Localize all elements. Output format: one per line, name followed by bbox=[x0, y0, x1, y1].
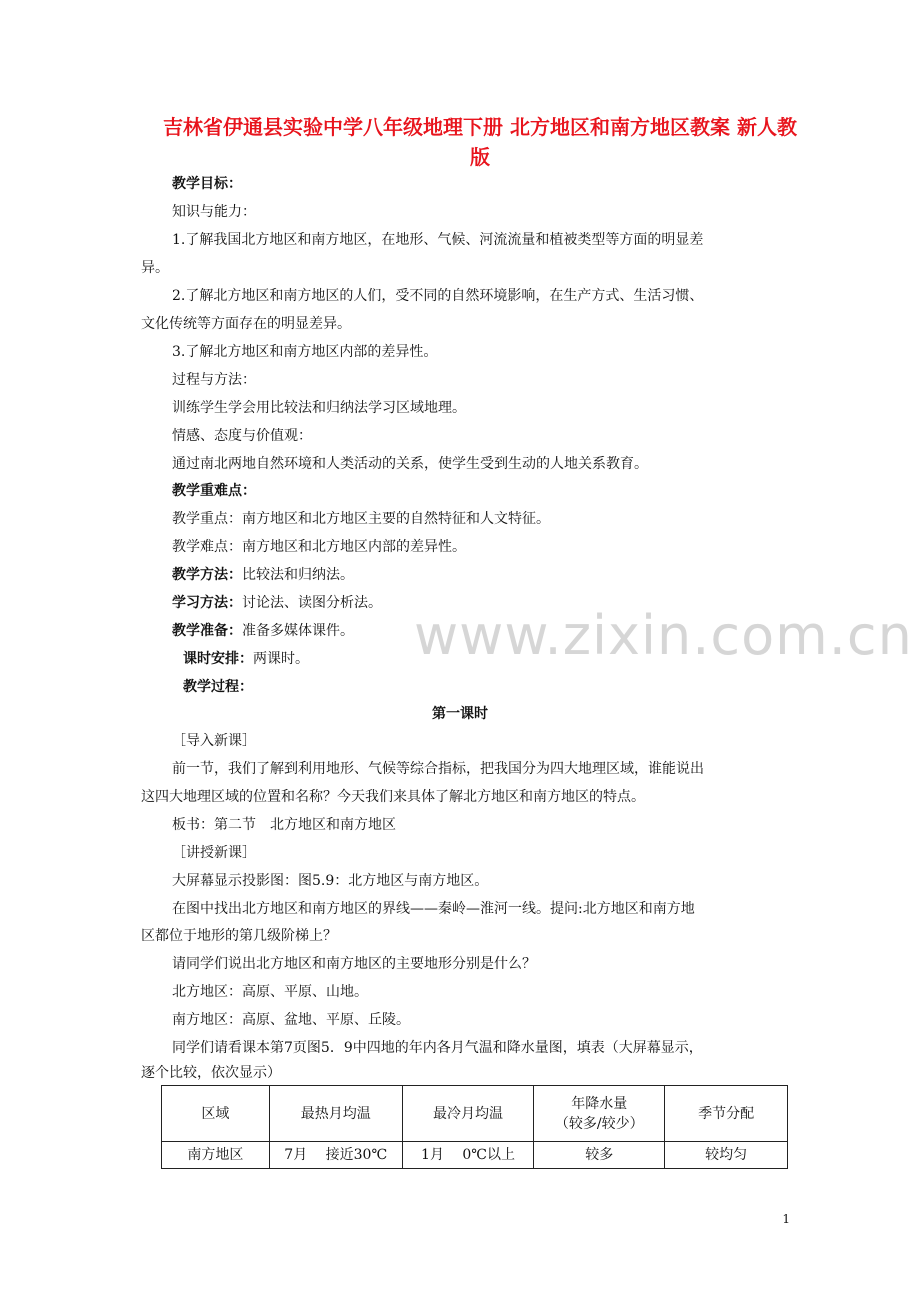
header-coldest: 最冷月均温 bbox=[402, 1086, 534, 1142]
header-precip-title: 年降水量 bbox=[571, 1095, 628, 1112]
procedure-label: 教学过程： bbox=[183, 679, 253, 695]
emotion-text: 通过南北两地自然环境和人类活动的关系，使学生受到生动的人地关系教育。 bbox=[172, 456, 648, 472]
schedule-line bbox=[183, 649, 309, 669]
table-header-row bbox=[162, 1086, 788, 1142]
table-row bbox=[162, 1142, 788, 1169]
study-label: 学习方法： bbox=[172, 595, 242, 611]
cell-hottest: 7月 接近30℃ bbox=[269, 1142, 402, 1169]
intro-text: 前一节，我们了解到利用地形、气候等综合指标，把我国分为四大地理区域，谁能说出 bbox=[172, 761, 704, 777]
knowledge-item-1: 1.了解我国北方地区和南方地区，在地形、气候、河流流量和植被类型等方面的明显差 bbox=[172, 232, 704, 248]
difficulty-point: 教学难点：南方地区和北方地区内部的差异性。 bbox=[172, 539, 466, 555]
schedule-label: 课时安排： bbox=[183, 651, 253, 667]
goals-label: 教学目标： bbox=[172, 176, 242, 192]
knowledge-item-2-cont: 文化传统等方面存在的明显差异。 bbox=[141, 316, 351, 332]
page-number: 1 bbox=[782, 1212, 790, 1226]
header-region: 区域 bbox=[162, 1086, 270, 1142]
prep-text: 准备多媒体课件。 bbox=[242, 623, 354, 639]
fill-instruction: 同学们请看课本第7页图5．9中四地的年内各月气温和降水量图，填表（大屏幕显示， bbox=[172, 1040, 703, 1056]
board-writing: 板书：第二节 北方地区和南方地区 bbox=[172, 817, 396, 833]
knowledge-label: 知识与能力： bbox=[172, 204, 256, 220]
knowledge-item-2: 2.了解北方地区和南方地区的人们，受不同的自然环境影响，在生产方式、生活习惯、 bbox=[172, 288, 704, 304]
screen-text: 大屏幕显示投影图：图5.9：北方地区与南方地区。 bbox=[172, 873, 489, 889]
cell-coldest: 1月 0℃以上 bbox=[402, 1142, 534, 1169]
header-precip-sub: （较多/较少） bbox=[554, 1115, 644, 1132]
prep-label: 教学准备： bbox=[172, 623, 242, 639]
south-terrain: 南方地区：高原、盆地、平原、丘陵。 bbox=[172, 1012, 410, 1028]
cell-precip: 较多 bbox=[534, 1142, 665, 1169]
knowledge-item-3: 3.了解北方地区和南方地区内部的差异性。 bbox=[172, 344, 438, 360]
header-precip bbox=[534, 1086, 665, 1142]
climate-table bbox=[161, 1085, 788, 1169]
boundary-text-cont: 区都位于地形的第几级阶梯上？ bbox=[141, 928, 337, 944]
key-point: 教学重点：南方地区和北方地区主要的自然特征和人文特征。 bbox=[172, 511, 550, 527]
emotion-label: 情感、态度与价值观： bbox=[172, 428, 312, 444]
method-text: 比较法和归纳法。 bbox=[242, 567, 354, 583]
process-text: 训练学生学会用比较法和归纳法学习区域地理。 bbox=[172, 400, 466, 416]
lesson-heading: 第一课时 bbox=[432, 706, 488, 722]
ask-terrain: 请同学们说出北方地区和南方地区的主要地形分别是什么？ bbox=[172, 956, 536, 972]
schedule-text: 两课时。 bbox=[253, 651, 309, 667]
teach-tag: ［讲授新课］ bbox=[172, 845, 256, 861]
header-hottest: 最热月均温 bbox=[269, 1086, 402, 1142]
study-line bbox=[172, 593, 382, 613]
process-label: 过程与方法： bbox=[172, 372, 256, 388]
cell-season: 较均匀 bbox=[665, 1142, 788, 1169]
prep-line bbox=[172, 621, 354, 641]
watermark: www.zixin.com.cn bbox=[414, 604, 913, 667]
header-season: 季节分配 bbox=[665, 1086, 788, 1142]
intro-text-cont: 这四大地理区域的位置和名称？今天我们来具体了解北方地区和南方地区的特点。 bbox=[141, 789, 645, 805]
knowledge-item-1-cont: 异。 bbox=[141, 260, 169, 276]
cell-region: 南方地区 bbox=[162, 1142, 270, 1169]
document-title: 吉林省伊通县实验中学八年级地理下册 北方地区和南方地区教案 新人教版 bbox=[163, 115, 797, 169]
method-line bbox=[172, 565, 354, 585]
boundary-text: 在图中找出北方地区和南方地区的界线——秦岭—淮河一线。提问:北方地区和南方地 bbox=[172, 901, 695, 917]
key-difficulty-label: 教学重难点： bbox=[172, 483, 256, 499]
intro-tag: ［导入新课］ bbox=[172, 733, 256, 749]
fill-instruction-cont: 逐个比较，依次显示） bbox=[141, 1065, 281, 1081]
method-label: 教学方法： bbox=[172, 567, 242, 583]
north-terrain: 北方地区：高原、平原、山地。 bbox=[172, 984, 368, 1000]
study-text: 讨论法、读图分析法。 bbox=[242, 595, 382, 611]
